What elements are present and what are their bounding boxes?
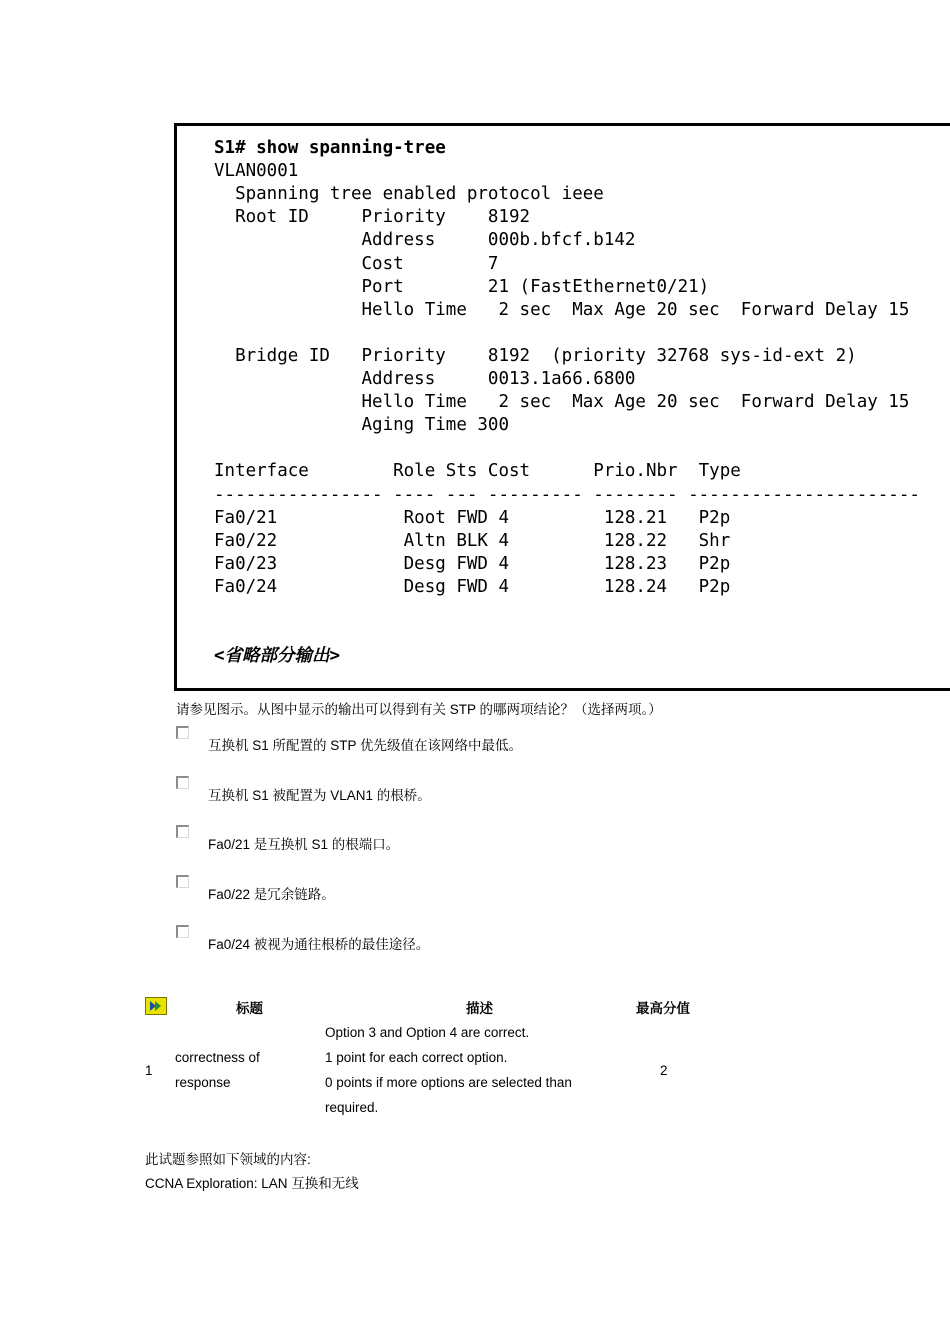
terminal-line: Fa0/22 Altn BLK 4 128.22 Shr — [214, 530, 731, 551]
rubric-icon — [145, 997, 167, 1015]
option-checkbox[interactable] — [176, 875, 189, 888]
question-text: 请参见图示。从图中显示的输出可以得到有关 STP 的哪两项结论？（选择两项。） — [176, 702, 662, 717]
cli-output-exhibit — [174, 123, 950, 691]
rubric-row-number: 1 — [145, 1063, 153, 1078]
terminal-line: Interface Role Sts Cost Prio.Nbr Type — [214, 461, 741, 482]
option-label: Fa0/21 是互换机 S1 的根端口。 — [208, 837, 400, 853]
option-label: 互换机 S1 所配置的 STP 优先级值在该网络中最低。 — [208, 738, 523, 753]
terminal-line: Port 21 (FastEthernet0/21) — [214, 276, 710, 297]
rubric-row-title — [175, 1045, 260, 1095]
option-checkbox[interactable] — [176, 925, 189, 938]
rubric-row-score: 2 — [660, 1063, 668, 1078]
option-label: Fa0/22 是冗余链路。 — [208, 887, 335, 903]
terminal-line: Cost 7 — [214, 253, 499, 274]
terminal-line: Aging Time 300 — [214, 415, 510, 436]
terminal-line: <省略部分输出> — [214, 646, 341, 667]
terminal-line: Fa0/24 Desg FWD 4 128.24 P2p — [214, 576, 731, 597]
terminal-line: Fa0/21 Root FWD 4 128.21 P2p — [214, 507, 731, 528]
option-checkbox[interactable] — [176, 726, 189, 739]
terminal-line: Hello Time 2 sec Max Age 20 sec Forward Delay 15 — [214, 299, 910, 320]
reference-note: 此试题参照如下领域的内容: — [145, 1152, 311, 1167]
terminal-line: Spanning tree enabled protocol ieee — [214, 184, 604, 205]
course-name: CCNA Exploration: LAN 互换和无线 — [145, 1176, 359, 1191]
rubric-title-line: correctness of — [175, 1050, 260, 1065]
rubric-description-line: required. — [325, 1100, 379, 1115]
option-label: Fa0/24 被视为通往根桥的最佳途径。 — [208, 936, 430, 952]
rubric-header-max-score: 最高分值 — [636, 1001, 690, 1016]
terminal-line: Hello Time 2 sec Max Age 20 sec Forward Delay 15 — [214, 392, 910, 413]
terminal-line: VLAN0001 — [214, 161, 299, 182]
terminal-line: ---------------- ---- --- --------- -------- ---------------------- — [214, 484, 920, 505]
terminal-line: S1# show spanning-tree — [214, 138, 446, 158]
rubric-title-line: response — [175, 1075, 231, 1090]
terminal-line: Root ID Priority 8192 — [214, 207, 531, 228]
rubric-description-line: Option 3 and Option 4 are correct. — [325, 1025, 530, 1040]
rubric-row-description — [325, 1020, 572, 1120]
terminal-line: Fa0/23 Desg FWD 4 128.23 P2p — [214, 553, 731, 574]
option-checkbox[interactable] — [176, 776, 189, 789]
terminal-line: Address 000b.bfcf.b142 — [214, 230, 636, 251]
terminal-line: Address 0013.1a66.6800 — [214, 369, 636, 389]
terminal-line: Bridge ID Priority 8192 (priority 32768 sys-id-ext 2) — [214, 345, 857, 366]
rubric-description-line: 0 points if more options are selected than — [325, 1075, 572, 1090]
rubric-header-description: 描述 — [466, 1001, 493, 1016]
option-checkbox[interactable] — [176, 825, 189, 838]
rubric-header-title: 标题 — [236, 1001, 263, 1016]
rubric-description-line: 1 point for each correct option. — [325, 1050, 508, 1065]
option-label: 互换机 S1 被配置为 VLAN1 的根桥。 — [208, 787, 431, 803]
